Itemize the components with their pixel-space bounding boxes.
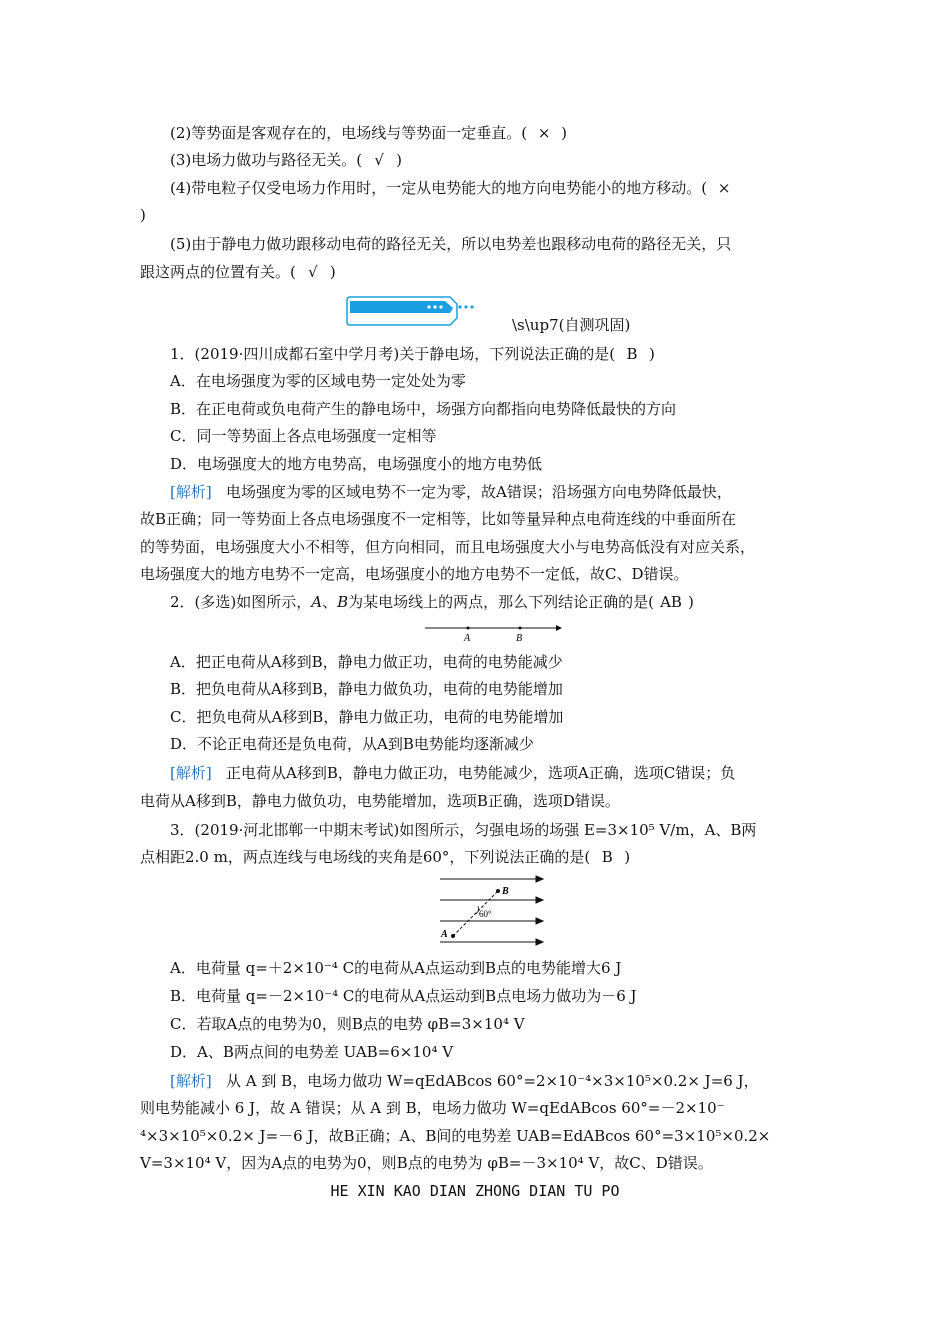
- q2-stem: 2．(多选)如图所示，A、B为某电场线上的两点，那么下列结论正确的是( AB ): [170, 593, 694, 611]
- item-3-text: (3)电场力做功与路径无关。(: [170, 151, 363, 169]
- q3-option-c: C．若取A点的电势为0，则B点的电势 φB=3×10⁴ V: [170, 1015, 525, 1033]
- svg-text:A: A: [464, 633, 471, 644]
- item-4-text: (4)带电粒子仅受电场力作用时，一定从电势能大的地方向电势能小的地方移动。(: [170, 179, 708, 197]
- q3-analysis-line4: V=3×10⁴ V，因为A点的电势为0，则B点的电势为 φB=－3×10⁴ V，故C、D错误。: [140, 1154, 713, 1172]
- svg-text:A: A: [441, 929, 448, 940]
- item-2-answer: ×: [537, 124, 551, 142]
- q1-analysis-line4: 电场强度大的地方电势不一定高，电场强度小的地方电势不一定低，故C、D错误。: [140, 565, 689, 583]
- item-4: [170, 177, 820, 199]
- item-3-answer: √: [374, 151, 384, 169]
- item-2: (2)等势面是客观存在的，电场线与等势面一定垂直。( × ): [170, 124, 567, 142]
- q2-field-line-figure: [420, 622, 565, 644]
- q1-option-d: D．电场强度大的地方电势高，电场强度小的地方电势低: [170, 455, 543, 473]
- section-banner-caption: \s\up7(自测巩固): [512, 316, 631, 334]
- q2-analysis-line2: 电荷从A移到B，静电力做负功，电势能增加，选项B正确，选项D错误。: [140, 792, 620, 810]
- q1-analysis-line1: [解析] 电场强度为零的区域电势不一定为零，故A错误；沿场强方向电势降低最快，: [170, 483, 732, 501]
- q3-analysis-line1: [解析] 从 A 到 B，电场力做功 W=qEdABcos 60°=2×10⁻⁴×3×10⁵×0.2× J=6 J，: [170, 1072, 759, 1090]
- q3-uniform-field-figure: [436, 874, 546, 946]
- q2-option-d: D．不论正电荷还是负电荷，从A到B电势能均逐渐减少: [170, 735, 534, 753]
- q3-answer: B: [601, 848, 613, 866]
- q2-analysis-line1: [解析] 正电荷从A移到B，静电力做正功，电势能减少，选项A正确，选项C错误；负: [170, 764, 736, 782]
- q3-stem-line1: 3．(2019·河北邯郸一中期末考试)如图所示，匀强电场的场强 E=3×10⁵ V/m，A、B两: [170, 821, 757, 839]
- item-3: (3)电场力做功与路径无关。( √ ): [170, 151, 402, 169]
- q1-option-b: B．在正电荷或负电荷产生的静电场中，场强方向都指向电势降低最快的方向: [170, 400, 677, 418]
- item-4-answer: ×: [717, 179, 731, 197]
- svg-text:B: B: [516, 633, 523, 644]
- item-4-close: ): [140, 206, 146, 224]
- q1-stem: 1．(2019·四川成都石室中学月考)关于静电场，下列说法正确的是( B ): [170, 345, 655, 363]
- analysis-tag: [解析]: [170, 764, 212, 782]
- section-footer-pinyin: HE XIN KAO DIAN ZHONG DIAN TU PO: [330, 1182, 620, 1200]
- q1-option-a: A．在电场强度为零的区域电势一定处处为零: [170, 372, 466, 390]
- analysis-tag: [解析]: [170, 1072, 212, 1090]
- analysis-tag: [解析]: [170, 483, 212, 501]
- q3-analysis-line3: ⁴×3×10⁵×0.2× J=－6 J，故B正确；A、B间的电势差 UAB=EdABcos 60°=3×10⁵×0.2×: [140, 1127, 771, 1145]
- q2-option-c: C．把负电荷从A移到B，静电力做正功，电荷的电势能增加: [170, 708, 564, 726]
- item-5-line2: 跟这两点的位置有关。( √ ): [140, 263, 336, 281]
- q1-analysis-line2: 故B正确；同一等势面上各点电场强度不一定相等，比如等量异种点电荷连线的中垂面所在: [140, 510, 737, 528]
- q1-option-c: C．同一等势面上各点电场强度一定相等: [170, 427, 437, 445]
- q3-analysis-line2: 则电势能减小 6 J，故 A 错误；从 A 到 B，电场力做功 W=qEdABcos 60°=－2×10⁻: [140, 1099, 725, 1117]
- item-5-answer: √: [308, 263, 318, 281]
- q2-option-b: B．把负电荷从A移到B，静电力做负功，电荷的电势能增加: [170, 680, 563, 698]
- q3-option-d: D．A、B两点间的电势差 UAB=6×10⁴ V: [170, 1043, 454, 1061]
- q1-analysis-line3: 的等势面，电场强度大小不相等，但方向相同，而且电场强度大小与电势高低没有对应关系，: [140, 538, 756, 556]
- svg-text:60°: 60°: [479, 909, 492, 919]
- q2-answer: AB: [660, 593, 682, 611]
- item-5-line1: (5)由于静电力做功跟移动电荷的路径无关，所以电势差也跟移动电荷的路径无关，只: [170, 235, 732, 253]
- svg-text:B: B: [502, 886, 509, 897]
- section-banner-graphic: [345, 296, 475, 326]
- q2-option-a: A．把正电荷从A移到B，静电力做正功，电荷的电势能减少: [170, 653, 563, 671]
- item-2-text: (2)等势面是客观存在的，电场线与等势面一定垂直。(: [170, 124, 528, 142]
- q3-stem-line2: 点相距2.0 m，两点连线与电场线的夹角是60°，下列说法正确的是( B ): [140, 848, 631, 866]
- q1-answer: B: [626, 345, 638, 363]
- q3-option-b: B．电荷量 q=－2×10⁻⁴ C的电荷从A点运动到B点电场力做功为－6 J: [170, 987, 637, 1005]
- q3-option-a: A．电荷量 q=＋2×10⁻⁴ C的电荷从A点运动到B点的电势能增大6 J: [170, 959, 622, 977]
